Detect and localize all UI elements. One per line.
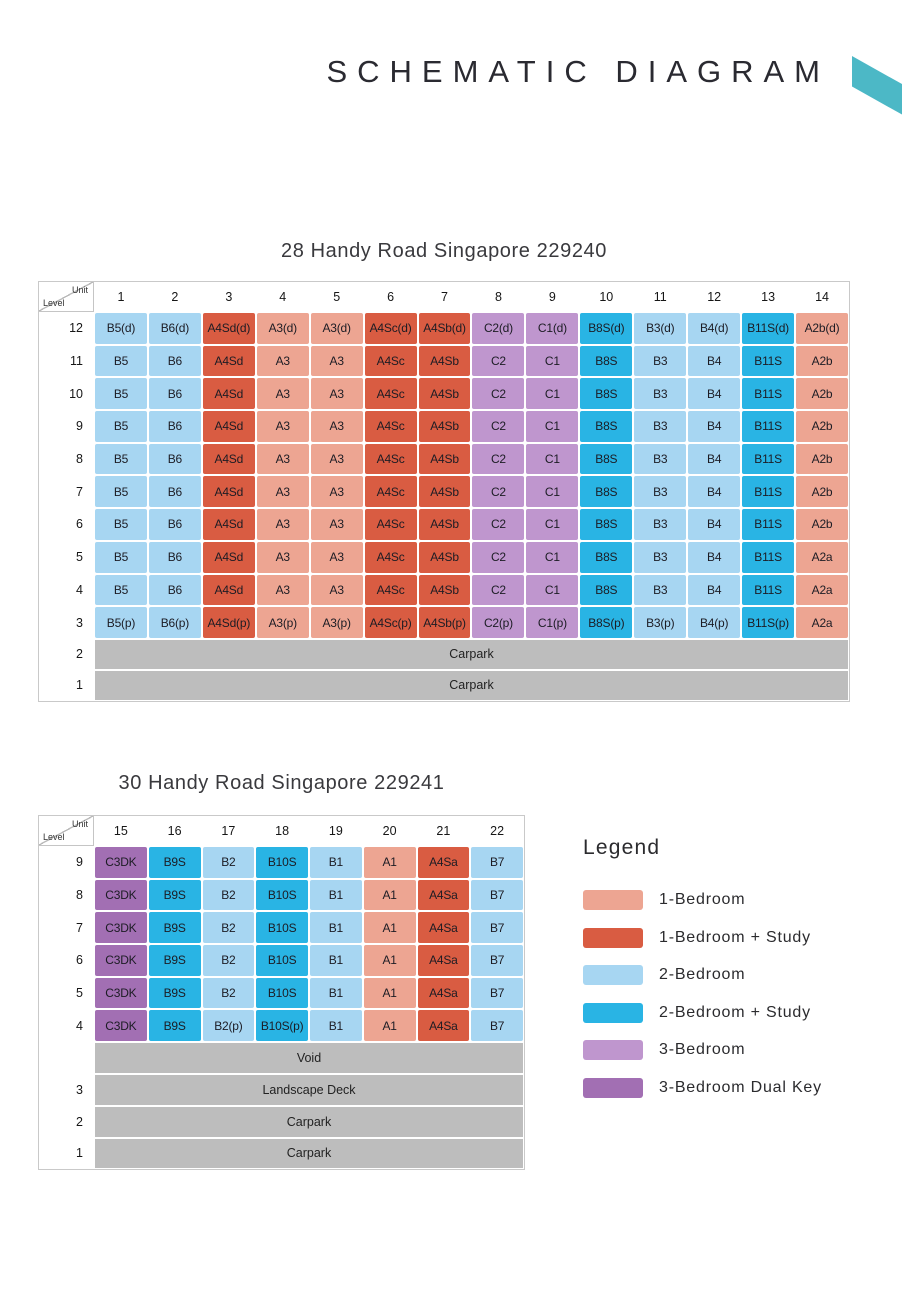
unit-cell: B11S(d) bbox=[742, 313, 794, 344]
unit-cell: B3 bbox=[634, 378, 686, 409]
unit-column-header: 8 bbox=[494, 290, 502, 304]
unit-cell: B1 bbox=[310, 847, 362, 878]
building-30-stack-table bbox=[38, 815, 525, 1170]
unit-cell: B3 bbox=[634, 411, 686, 442]
legend-swatch bbox=[583, 890, 643, 910]
unit-cell: C3DK bbox=[95, 847, 147, 878]
legend-item bbox=[583, 928, 822, 948]
unit-cell: B8S bbox=[580, 509, 632, 540]
unit-cell: C1 bbox=[526, 444, 578, 475]
level-label: 1 bbox=[76, 1146, 83, 1161]
unit-cell: A4Sc bbox=[365, 509, 417, 540]
unit-cell: A4Sd bbox=[203, 444, 255, 475]
unit-cell: A4Sb bbox=[419, 575, 471, 606]
unit-cell: B8S bbox=[580, 542, 632, 573]
unit-cell: B2 bbox=[203, 880, 255, 911]
unit-cell: A3 bbox=[311, 509, 363, 540]
unit-cell: B1 bbox=[310, 880, 362, 911]
unit-cell: B2 bbox=[203, 912, 255, 943]
unit-cell: B8S bbox=[580, 444, 632, 475]
unit-cell: A3 bbox=[257, 378, 309, 409]
unit-cell: C3DK bbox=[95, 978, 147, 1009]
unit-cell: B5 bbox=[95, 476, 147, 507]
unit-cell: B5 bbox=[95, 378, 147, 409]
unit-cell: C2 bbox=[472, 509, 524, 540]
unit-cell: B3 bbox=[634, 509, 686, 540]
legend-label: 3-Bedroom Dual Key bbox=[659, 1078, 822, 1096]
unit-cell: B1 bbox=[310, 912, 362, 943]
unit-cell: B11S bbox=[742, 575, 794, 606]
unit-cell: A4Sa bbox=[418, 978, 470, 1009]
unit-cell: B11S bbox=[742, 509, 794, 540]
unit-cell: B4 bbox=[688, 509, 740, 540]
unit-cell: B7 bbox=[471, 847, 523, 878]
level-label: 8 bbox=[76, 452, 83, 467]
unit-cell: B10S bbox=[256, 880, 308, 911]
unit-cell: A4Sb bbox=[419, 476, 471, 507]
unit-cell: B10S bbox=[256, 978, 308, 1009]
unit-cell: B3(p) bbox=[634, 607, 686, 638]
unit-cell: A3 bbox=[311, 444, 363, 475]
unit-cell: B7 bbox=[471, 880, 523, 911]
unit-cell: B6 bbox=[149, 346, 201, 377]
unit-cell: A4Sd(p) bbox=[203, 607, 255, 638]
unit-cell: A4Sb bbox=[419, 378, 471, 409]
unit-cell: C1(p) bbox=[526, 607, 578, 638]
level-label: 12 bbox=[69, 321, 83, 336]
unit-cell: A3 bbox=[311, 476, 363, 507]
unit-cell: A2a bbox=[796, 542, 848, 573]
level-label: 11 bbox=[70, 354, 83, 369]
unit-cell: A4Sb bbox=[419, 411, 471, 442]
level-label: 8 bbox=[76, 888, 83, 903]
unit-cell: B9S bbox=[149, 1010, 201, 1041]
corner-level-label: Level bbox=[43, 832, 65, 842]
unit-cell: C1 bbox=[526, 378, 578, 409]
unit-column-header: 17 bbox=[221, 824, 236, 838]
unit-cell: A3 bbox=[257, 346, 309, 377]
facility-span-cell: Carpark bbox=[95, 640, 848, 669]
unit-cell: B11S bbox=[742, 411, 794, 442]
unit-cell: B2 bbox=[203, 945, 255, 976]
unit-cell: A4Sb(d) bbox=[419, 313, 471, 344]
unit-cell: C2 bbox=[472, 378, 524, 409]
unit-cell: B6 bbox=[149, 542, 201, 573]
legend-swatch bbox=[583, 1040, 643, 1060]
unit-cell: B2 bbox=[203, 978, 255, 1009]
unit-column-header: 14 bbox=[815, 290, 829, 304]
unit-cell: B3 bbox=[634, 542, 686, 573]
legend-item bbox=[583, 965, 822, 985]
unit-cell: A2b(d) bbox=[796, 313, 848, 344]
unit-cell: A3(p) bbox=[257, 607, 309, 638]
unit-cell: B4 bbox=[688, 476, 740, 507]
unit-cell: A3 bbox=[257, 575, 309, 606]
level-label: 10 bbox=[69, 386, 83, 401]
unit-column-header: 12 bbox=[707, 290, 722, 304]
legend bbox=[583, 836, 822, 1115]
legend-label: 2-Bedroom + Study bbox=[659, 1003, 811, 1021]
unit-cell: A2b bbox=[796, 476, 848, 507]
unit-cell: B8S(d) bbox=[580, 313, 632, 344]
unit-cell: A4Sc bbox=[365, 346, 417, 377]
unit-cell: A3 bbox=[257, 444, 309, 475]
unit-cell: B4 bbox=[688, 346, 740, 377]
unit-cell: B10S(p) bbox=[256, 1010, 308, 1041]
unit-cell: C3DK bbox=[95, 880, 147, 911]
unit-cell: C2(d) bbox=[472, 313, 524, 344]
unit-cell: C1 bbox=[526, 509, 578, 540]
legend-swatch bbox=[583, 965, 643, 985]
corner-unit-label: Unit bbox=[71, 285, 88, 295]
unit-cell: A4Sc(p) bbox=[365, 607, 417, 638]
building-28-stack-table bbox=[38, 281, 850, 702]
unit-cell: B9S bbox=[149, 847, 201, 878]
unit-cell: B1 bbox=[310, 1010, 362, 1041]
unit-cell: B5 bbox=[95, 444, 147, 475]
unit-column-header: 10 bbox=[599, 290, 614, 304]
unit-column-header: 20 bbox=[382, 824, 397, 838]
unit-cell: A3(p) bbox=[311, 607, 363, 638]
unit-cell: B10S bbox=[256, 945, 308, 976]
unit-cell: B7 bbox=[471, 1010, 523, 1041]
level-label: 5 bbox=[76, 550, 83, 565]
unit-cell: C2 bbox=[472, 476, 524, 507]
unit-cell: B2 bbox=[203, 847, 255, 878]
level-label: 6 bbox=[76, 517, 83, 532]
unit-cell: B11S bbox=[742, 378, 794, 409]
unit-cell: B5(p) bbox=[95, 607, 147, 638]
unit-cell: A3 bbox=[257, 476, 309, 507]
unit-cell: A2b bbox=[796, 378, 848, 409]
level-label: 2 bbox=[76, 1114, 83, 1129]
unit-cell: A2a bbox=[796, 607, 848, 638]
unit-cell: A4Sd bbox=[203, 575, 255, 606]
unit-cell: B4 bbox=[688, 444, 740, 475]
level-label: 2 bbox=[76, 647, 83, 662]
unit-cell: B5 bbox=[95, 346, 147, 377]
unit-column-header: 19 bbox=[328, 824, 343, 838]
unit-cell: A2b bbox=[796, 411, 848, 442]
unit-cell: B1 bbox=[310, 945, 362, 976]
unit-cell: C3DK bbox=[95, 912, 147, 943]
facility-span-cell: Carpark bbox=[95, 1139, 523, 1169]
unit-cell: A4Sa bbox=[418, 1010, 470, 1041]
unit-cell: B5(d) bbox=[95, 313, 147, 344]
unit-cell: A4Sd bbox=[203, 411, 255, 442]
level-label: 5 bbox=[76, 986, 83, 1001]
legend-item bbox=[583, 1078, 822, 1098]
legend-item bbox=[583, 890, 822, 910]
teal-ribbon-icon bbox=[852, 56, 902, 117]
unit-cell: C2 bbox=[472, 346, 524, 377]
unit-cell: B9S bbox=[149, 880, 201, 911]
unit-cell: A3 bbox=[257, 542, 309, 573]
unit-column-header: 3 bbox=[225, 290, 233, 304]
unit-cell: A4Sa bbox=[418, 847, 470, 878]
unit-cell: A3 bbox=[311, 346, 363, 377]
page-title: SCHEMATIC DIAGRAM bbox=[326, 54, 830, 89]
unit-cell: B5 bbox=[95, 575, 147, 606]
unit-column-header: 22 bbox=[490, 824, 505, 838]
building-30-title: 30 Handy Road Singapore 229241 bbox=[118, 772, 445, 794]
level-label bbox=[39, 1042, 94, 1074]
unit-cell: A4Sd bbox=[203, 509, 255, 540]
unit-cell: A1 bbox=[364, 880, 416, 911]
unit-cell: B7 bbox=[471, 945, 523, 976]
legend-item bbox=[583, 1040, 822, 1060]
unit-cell: B1 bbox=[310, 978, 362, 1009]
legend-label: 2-Bedroom bbox=[659, 966, 746, 983]
level-label: 3 bbox=[76, 1082, 83, 1097]
unit-cell: C1 bbox=[526, 346, 578, 377]
unit-cell: B4 bbox=[688, 542, 740, 573]
unit-cell: C1 bbox=[526, 575, 578, 606]
unit-column-header: 9 bbox=[548, 290, 556, 304]
unit-cell: B6(d) bbox=[149, 313, 201, 344]
legend-label: 1-Bedroom + Study bbox=[659, 928, 811, 946]
unit-column-header: 11 bbox=[653, 290, 667, 304]
unit-cell: B6 bbox=[149, 411, 201, 442]
unit-cell: B8S bbox=[580, 476, 632, 507]
unit-cell: A3(d) bbox=[311, 313, 363, 344]
unit-cell: B4 bbox=[688, 378, 740, 409]
unit-cell: C2 bbox=[472, 575, 524, 606]
unit-cell: A4Sc(d) bbox=[365, 313, 417, 344]
unit-cell: A2b bbox=[796, 346, 848, 377]
level-label: 7 bbox=[76, 484, 83, 499]
unit-cell: C1(d) bbox=[526, 313, 578, 344]
unit-cell: A3 bbox=[257, 509, 309, 540]
building-28-title: 28 Handy Road Singapore 229240 bbox=[280, 240, 608, 262]
unit-cell: B7 bbox=[471, 912, 523, 943]
level-label: 4 bbox=[76, 582, 83, 597]
unit-cell: A1 bbox=[364, 847, 416, 878]
unit-cell: B8S bbox=[580, 411, 632, 442]
unit-column-header: 15 bbox=[113, 824, 128, 838]
unit-column-header: 6 bbox=[387, 290, 395, 304]
legend-title: Legend bbox=[583, 836, 661, 859]
unit-cell: B9S bbox=[149, 912, 201, 943]
unit-cell: C1 bbox=[526, 411, 578, 442]
legend-label: 1-Bedroom bbox=[659, 891, 746, 908]
unit-column-header: 21 bbox=[436, 824, 451, 838]
corner-level-label: Level bbox=[43, 298, 65, 308]
unit-cell: A1 bbox=[364, 1010, 416, 1041]
unit-cell: B11S bbox=[742, 346, 794, 377]
unit-cell: A4Sd bbox=[203, 476, 255, 507]
unit-column-header: 13 bbox=[761, 290, 776, 304]
unit-cell: A4Sd bbox=[203, 542, 255, 573]
unit-cell: B6 bbox=[149, 509, 201, 540]
unit-cell: B8S bbox=[580, 346, 632, 377]
unit-cell: B5 bbox=[95, 509, 147, 540]
unit-cell: B2(p) bbox=[203, 1010, 255, 1041]
unit-cell: B4 bbox=[688, 575, 740, 606]
unit-cell: A4Sd(d) bbox=[203, 313, 255, 344]
legend-swatch bbox=[583, 928, 643, 948]
unit-cell: B9S bbox=[149, 945, 201, 976]
unit-cell: B10S bbox=[256, 847, 308, 878]
unit-cell: A4Sc bbox=[365, 378, 417, 409]
unit-column-header: 2 bbox=[171, 290, 179, 304]
unit-cell: B3 bbox=[634, 444, 686, 475]
unit-cell: C3DK bbox=[95, 945, 147, 976]
unit-cell: C1 bbox=[526, 542, 578, 573]
unit-cell: A3 bbox=[311, 411, 363, 442]
unit-cell: A3 bbox=[311, 575, 363, 606]
legend-swatch bbox=[583, 1078, 643, 1098]
unit-cell: C2 bbox=[472, 444, 524, 475]
unit-cell: B3 bbox=[634, 476, 686, 507]
unit-cell: A2b bbox=[796, 509, 848, 540]
level-label: 9 bbox=[76, 419, 83, 434]
unit-cell: B11S bbox=[742, 444, 794, 475]
facility-span-cell: Carpark bbox=[95, 1107, 523, 1137]
unit-cell: B5 bbox=[95, 542, 147, 573]
unit-cell: C2 bbox=[472, 542, 524, 573]
unit-level-corner-cell bbox=[39, 282, 94, 312]
unit-cell: C1 bbox=[526, 476, 578, 507]
unit-cell: C2 bbox=[472, 411, 524, 442]
unit-cell: A3 bbox=[311, 378, 363, 409]
unit-level-corner-cell bbox=[39, 816, 94, 846]
unit-column-header: 5 bbox=[333, 290, 341, 304]
legend-label: 3-Bedroom bbox=[659, 1041, 746, 1058]
unit-cell: B6 bbox=[149, 378, 201, 409]
unit-cell: B5 bbox=[95, 411, 147, 442]
unit-column-header: 4 bbox=[279, 290, 287, 304]
unit-cell: A2a bbox=[796, 575, 848, 606]
unit-cell: A3(d) bbox=[257, 313, 309, 344]
unit-cell: A3 bbox=[257, 411, 309, 442]
unit-cell: A2b bbox=[796, 444, 848, 475]
unit-cell: A4Sb bbox=[419, 444, 471, 475]
level-label: 3 bbox=[76, 615, 83, 630]
unit-cell: A4Sa bbox=[418, 880, 470, 911]
unit-cell: B4 bbox=[688, 411, 740, 442]
unit-column-header: 18 bbox=[275, 824, 290, 838]
legend-items bbox=[583, 890, 822, 1098]
unit-cell: B11S bbox=[742, 476, 794, 507]
unit-cell: B11S(p) bbox=[742, 607, 794, 638]
unit-cell: B6(p) bbox=[149, 607, 201, 638]
unit-column-header: 7 bbox=[441, 290, 448, 304]
unit-cell: A4Sc bbox=[365, 411, 417, 442]
unit-cell: B7 bbox=[471, 978, 523, 1009]
legend-swatch bbox=[583, 1003, 643, 1023]
unit-cell: B8S bbox=[580, 378, 632, 409]
unit-cell: B6 bbox=[149, 575, 201, 606]
unit-cell: B9S bbox=[149, 978, 201, 1009]
unit-cell: B6 bbox=[149, 476, 201, 507]
level-label: 1 bbox=[76, 678, 83, 693]
unit-cell: B11S bbox=[742, 542, 794, 573]
unit-cell: A1 bbox=[364, 912, 416, 943]
unit-cell: A4Sb bbox=[419, 542, 471, 573]
unit-cell: A4Sc bbox=[365, 444, 417, 475]
unit-cell: B8S(p) bbox=[580, 607, 632, 638]
unit-cell: A4Sb(p) bbox=[419, 607, 471, 638]
unit-cell: C3DK bbox=[95, 1010, 147, 1041]
unit-cell: A4Sc bbox=[365, 575, 417, 606]
level-label: 6 bbox=[76, 953, 83, 968]
unit-cell: B3 bbox=[634, 346, 686, 377]
unit-column-header: 16 bbox=[167, 824, 182, 838]
unit-cell: A1 bbox=[364, 978, 416, 1009]
unit-cell: C2(p) bbox=[472, 607, 524, 638]
unit-cell: B6 bbox=[149, 444, 201, 475]
unit-cell: A4Sa bbox=[418, 945, 470, 976]
unit-cell: A4Sa bbox=[418, 912, 470, 943]
legend-item bbox=[583, 1003, 822, 1023]
unit-cell: A4Sb bbox=[419, 509, 471, 540]
unit-cell: A4Sd bbox=[203, 378, 255, 409]
level-label: 9 bbox=[76, 855, 83, 870]
unit-cell: B4(d) bbox=[688, 313, 740, 344]
unit-cell: B4(p) bbox=[688, 607, 740, 638]
unit-cell: A1 bbox=[364, 945, 416, 976]
unit-cell: B8S bbox=[580, 575, 632, 606]
level-label: 7 bbox=[76, 920, 83, 935]
facility-span-cell: Landscape Deck bbox=[95, 1075, 523, 1105]
unit-cell: A4Sc bbox=[365, 542, 417, 573]
unit-cell: B10S bbox=[256, 912, 308, 943]
unit-cell: A4Sd bbox=[203, 346, 255, 377]
unit-cell: B3 bbox=[634, 575, 686, 606]
facility-span-cell: Void bbox=[95, 1043, 523, 1073]
level-label: 4 bbox=[76, 1018, 83, 1033]
corner-unit-label: Unit bbox=[71, 819, 88, 829]
unit-cell: B3(d) bbox=[634, 313, 686, 344]
facility-span-cell: Carpark bbox=[95, 671, 848, 700]
unit-cell: A4Sb bbox=[419, 346, 471, 377]
unit-column-header: 1 bbox=[117, 290, 125, 304]
unit-cell: A3 bbox=[311, 542, 363, 573]
unit-cell: A4Sc bbox=[365, 476, 417, 507]
